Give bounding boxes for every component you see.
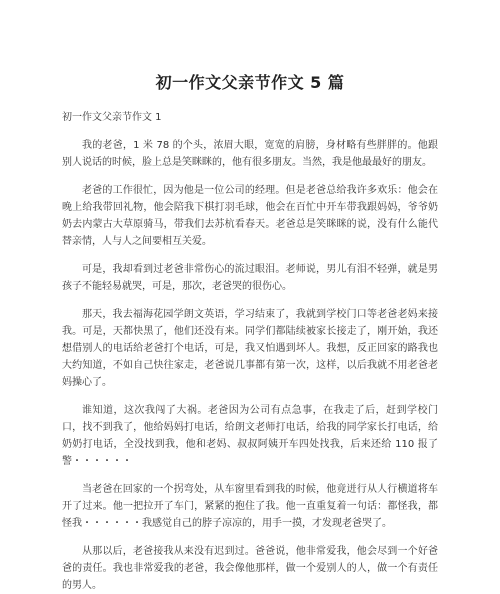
paragraph-1: 我的老爸，1 米 78 的个头，浓眉大眼，宽宽的肩膀，身材略有些胖胖的。他跟别人说话的时候，脸上总是笑眯眯的，他有很多朋友。当然，我是他最最好的朋友。 [62, 140, 438, 168]
paragraph-7: 从那以后，老爸接我从来没有迟到过。爸爸说，他非常爱我，他会尽到一个好爸爸的责任。我也非常爱我的老爸，我会像他那样，做一个爱别人的人，做一个有责任的男人。 [62, 546, 438, 591]
paragraph-5: 谁知道，这次我闯了大祸。老爸因为公司有点急事，在我走了后，赶到学校门口，找不到我了，他给妈妈打电话，给朗文老师打电话，给我的同学家长打电话，给奶奶打电话，全没找到我，他和老妈、叔叔阿姨开车四处找我，后来还给 110 报了警・・・・・・ [62, 405, 438, 467]
paragraph-3: 可是，我却看到过老爸非常伤心的流过眼泪。老师说，男儿有泪不轻弹，就是男孩子不能轻易就哭，可是，那次，老爸哭的很伤心。 [62, 264, 438, 292]
paragraph-4: 那天，我去福海花园学朗文英语，学习结束了，我就到学校门口等老爸老妈来接我。可是，天都快黑了，他们还没有来。同学们都陆续被家长接走了，刚开始，我还想借别人的电话给老爸打个电话，可是，我又怕遇到坏人。我想，反正回家的路我也大约知道，不如自己快往家走，老爸说几事都有第一次，这样，以后我就不用老爸老妈操心了。 [62, 309, 438, 388]
paragraph-6: 当老爸在回家的一个拐弯处，从车窗里看到我的时候，他竟迸行从人行横道将车开了过来。他一把拉开了车门，紧紧的抱住了我。他一直重复着一句话：都怪我，都怪我・・・・・・我感觉自己的脖子凉凉的，用手一摸，才发现老爸哭了。 [62, 484, 438, 529]
article-title: 初一作文父亲节作文 5 篇 [155, 73, 345, 92]
article-subtitle: 初一作文父亲节作文 1 [62, 112, 162, 123]
paragraph-2: 老爸的工作很忙，因为他是一位公司的经理。但是老爸总给我许多欢乐：他会在晚上给我带回礼物，他会陪我下棋打羽毛球，他会在百忙中开车带我跟妈妈，爷爷奶奶去内蒙古大草原骑马，带我们去苏杭看春天。老爸总是笑眯眯的说，没有什么能代替亲情，人与人之间要相互关爱。 [62, 185, 438, 247]
